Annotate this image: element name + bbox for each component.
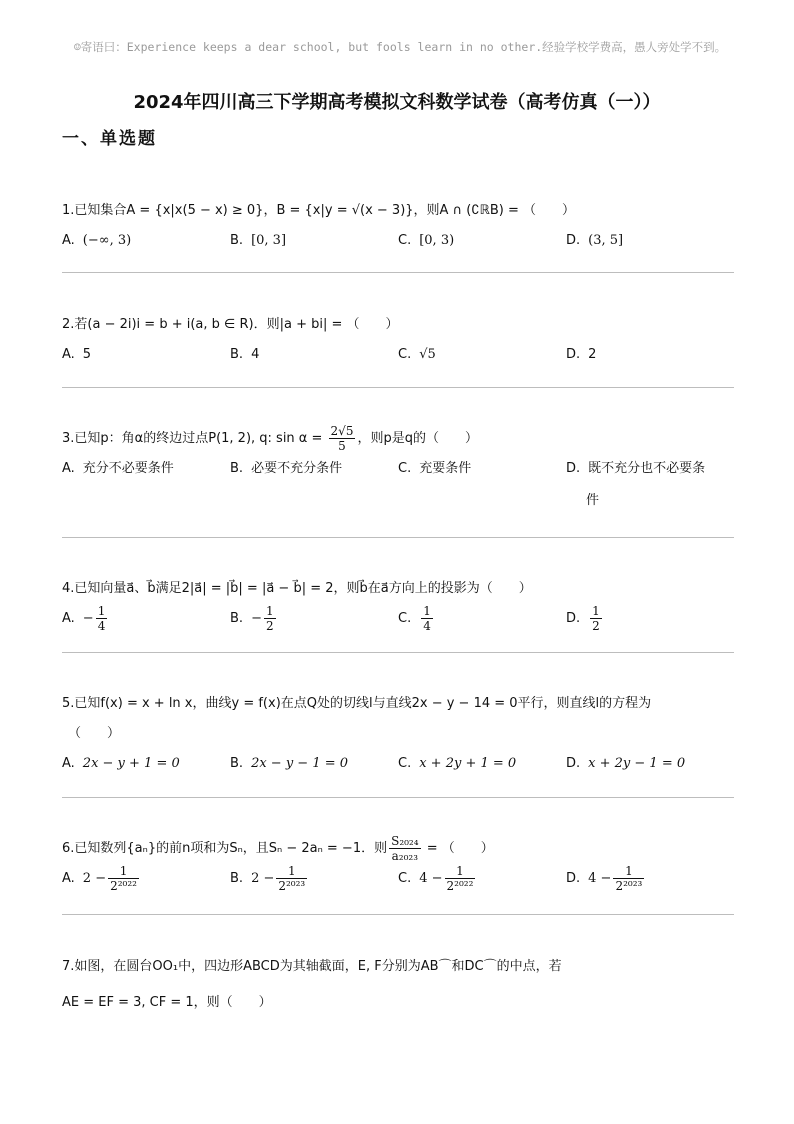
question-6-stem-start: 6.已知数列{aₙ}的前n项和为Sₙ，且Sₙ − 2aₙ = −1．则: [62, 841, 388, 856]
section-heading: 一、单选题: [62, 129, 157, 149]
fraction-denominator: 5: [338, 439, 346, 453]
option-b: [0, 3]: [251, 233, 287, 248]
option-b: 4: [251, 347, 260, 362]
question-5-options: [62, 749, 734, 779]
divider: [62, 797, 734, 798]
option-d: (3, 5]: [588, 233, 624, 248]
minus-sign: −: [82, 611, 94, 626]
question-5-stem-continued: （ ）: [68, 726, 121, 741]
fraction: [329, 424, 356, 453]
option-c: 充要条件: [419, 461, 472, 476]
option-c-term: 4 −: [419, 871, 443, 886]
fraction-denominator: 2²⁰²³: [278, 879, 306, 893]
option-a-label: A.: [62, 233, 75, 248]
option-b: 必要不充分条件: [251, 461, 343, 476]
option-b-term: 2 −: [251, 871, 275, 886]
option-c-label: C.: [398, 233, 412, 248]
fraction-denominator: 4: [423, 619, 431, 633]
option-c-label: C.: [398, 871, 412, 886]
fraction: [590, 604, 602, 633]
fraction: [421, 604, 433, 633]
fraction-numerator: 1: [613, 864, 644, 879]
option-d-label: D.: [566, 347, 581, 362]
fraction: [96, 604, 108, 633]
question-2: [62, 310, 734, 370]
fraction-denominator: 2²⁰²³: [615, 879, 643, 893]
option-b-label: B.: [230, 756, 244, 771]
option-b-label: B.: [230, 871, 244, 886]
question-3-stem: [62, 424, 734, 454]
option-d-continued: 件: [586, 493, 600, 508]
fraction-denominator: 2²⁰²²: [110, 879, 137, 893]
divider: [62, 914, 734, 915]
fraction-numerator: 1: [265, 604, 274, 618]
option-d: 既不充分也不必要条: [588, 461, 706, 476]
question-3: [62, 424, 734, 516]
option-d-label: D.: [566, 611, 581, 626]
divider: [62, 537, 734, 538]
option-d-term: 4 −: [588, 871, 612, 886]
fraction-numerator: 1: [445, 864, 476, 879]
option-b-label: B.: [230, 461, 244, 476]
question-7-stem: 7.如图，在圆台OO₁中，四边形ABCD为其轴截面，E, F分别为AB⌒和DC⌒的中点，若: [62, 959, 562, 974]
option-d-label: D.: [566, 461, 581, 476]
option-a: (−∞, 3): [82, 233, 132, 248]
divider: [62, 387, 734, 388]
option-a-term: 2 −: [82, 871, 107, 886]
question-5: [62, 689, 734, 779]
option-d: x + 2y − 1 = 0: [588, 756, 686, 771]
fraction-numerator: 1: [97, 604, 106, 618]
option-c-label: C.: [398, 347, 412, 362]
question-1-stem: 1.已知集合A = {x|x(5 − x) ≥ 0}，B = {x|y = √(x − 3)}，则A ∩ (∁ℝB) = （ ）: [62, 203, 576, 218]
fraction: [445, 864, 476, 893]
minus-sign: −: [251, 611, 262, 626]
option-a: 2x − y + 1 = 0: [82, 756, 180, 771]
option-a-label: A.: [62, 461, 75, 476]
fraction-denominator: a₂₀₂₃: [391, 849, 419, 863]
fraction: [276, 864, 307, 893]
fraction-numerator: 1: [108, 864, 139, 879]
question-1-options: [62, 226, 734, 256]
option-c: x + 2y + 1 = 0: [419, 756, 517, 771]
divider: [62, 652, 734, 653]
question-4-stem: 4.已知向量a⃗、b⃗满足2|a⃗| = |b⃗| = |a⃗ − b⃗| = 2，则b⃗在a⃗方向上的投影为（ ）: [62, 581, 532, 596]
option-b-label: B.: [230, 347, 244, 362]
fraction-denominator: 2: [592, 619, 600, 633]
fraction: [264, 604, 276, 633]
option-d-label: D.: [566, 871, 581, 886]
question-3-stem-start: 3.已知p：角α的终边过点P(1, 2), q: sin α =: [62, 431, 327, 446]
fraction-denominator: 4: [97, 619, 106, 633]
fraction-denominator: 2²⁰²²: [446, 879, 474, 893]
page-title: 2024年四川高三下学期高考模拟文科数学试卷（高考仿真（一））: [133, 92, 661, 113]
question-6-stem: [62, 834, 734, 864]
option-c-label: C.: [398, 756, 412, 771]
option-a: 充分不必要条件: [82, 461, 174, 476]
question-6-stem-end: = （ ）: [422, 841, 494, 856]
option-b-label: B.: [230, 611, 244, 626]
option-a: 5: [82, 347, 92, 362]
question-6-options: [62, 864, 734, 904]
question-1: [62, 196, 734, 256]
question-3-stem-end: ，则p是q的（ ）: [357, 431, 478, 446]
option-d-label: D.: [566, 233, 581, 248]
option-b: 2x − y − 1 = 0: [251, 756, 349, 771]
option-c-label: C.: [398, 611, 412, 626]
question-3-options: [62, 454, 734, 516]
option-a-label: A.: [62, 756, 75, 771]
option-c-label: C.: [398, 461, 412, 476]
question-7-stem-continued: AE = EF = 3, CF = 1，则（ ）: [62, 995, 272, 1010]
question-7: [62, 952, 734, 1018]
option-d: 2: [588, 347, 597, 362]
question-2-stem: 2.若(a − 2i)i = b + i(a, b ∈ R)．则|a + bi| = （ ）: [62, 317, 399, 332]
fraction-numerator: 1: [276, 864, 307, 879]
fraction: [108, 864, 139, 893]
fraction-numerator: 1: [592, 604, 600, 618]
option-c: [0, 3): [419, 233, 455, 248]
option-a-label: A.: [62, 871, 75, 886]
fraction: [389, 834, 420, 863]
question-4-options: [62, 604, 734, 644]
option-c: √5: [419, 347, 436, 362]
question-4: [62, 574, 734, 644]
option-d-label: D.: [566, 756, 581, 771]
question-5-stem: 5.已知f(x) = x + ln x，曲线y = f(x)在点Q处的切线l与直线2x − y − 14 = 0平行，则直线l的方程为: [62, 696, 652, 711]
option-b-label: B.: [230, 233, 244, 248]
fraction-numerator: 2√5: [330, 424, 354, 438]
header-motto: ☺寄语曰：Experience keeps a dear school, but fools learn in no other.经验学校学费高，愚人旁处学不到。: [73, 40, 727, 54]
question-2-options: [62, 340, 734, 370]
option-a-label: A.: [62, 347, 75, 362]
divider: [62, 272, 734, 273]
question-6: [62, 834, 734, 904]
fraction-numerator: 1: [423, 604, 431, 618]
option-a-label: A.: [62, 611, 75, 626]
fraction-denominator: 2: [265, 619, 274, 633]
fraction: [613, 864, 644, 893]
fraction-numerator: S₂₀₂₄: [391, 834, 419, 848]
